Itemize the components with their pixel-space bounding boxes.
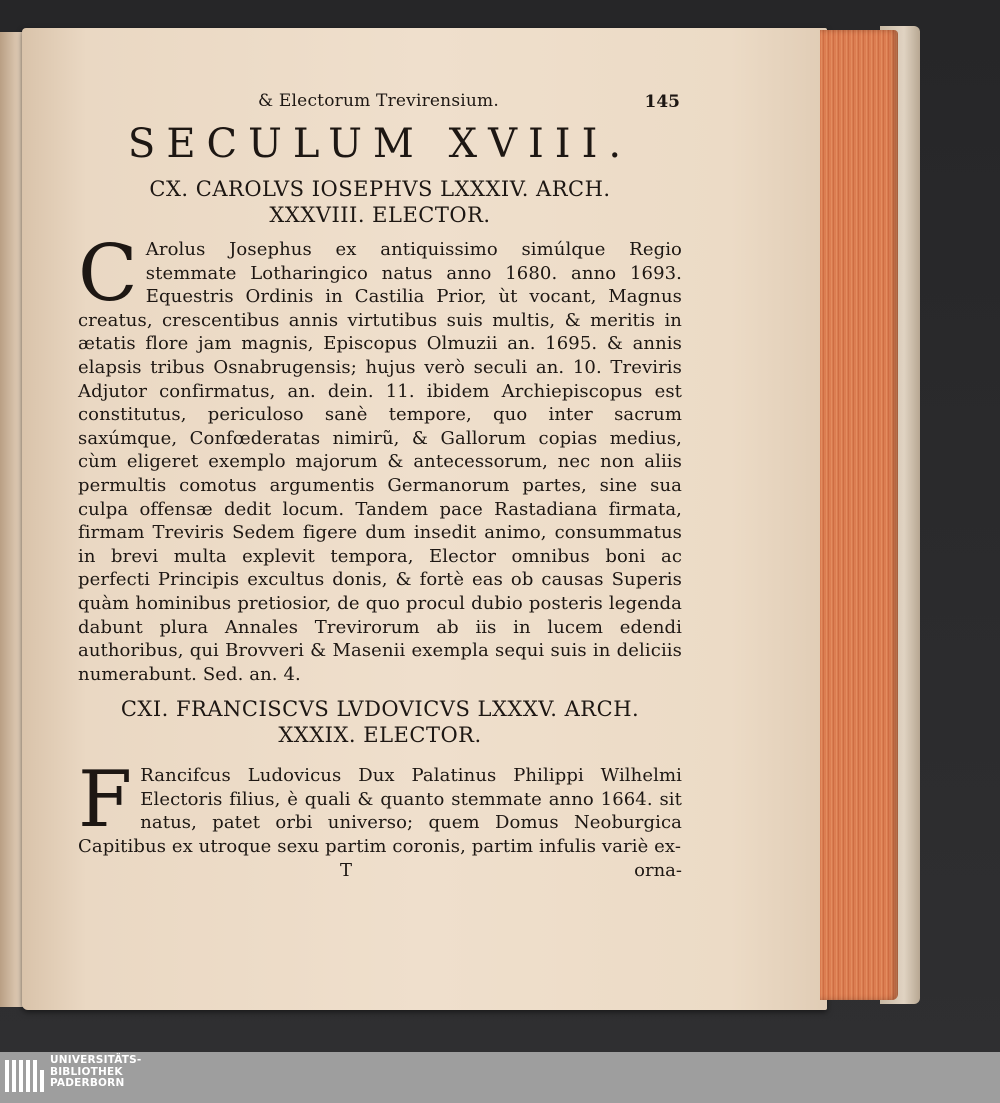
- entry-heading-line: CXI. FRANCISCVS LVDOVICVS LXXXV. ARCH.: [120, 697, 640, 722]
- running-title: & Electorum Trevirensium.: [258, 91, 499, 111]
- catchword: orna-: [634, 859, 682, 881]
- paragraph-text: Rancifcus Ludovicus Dux Palatinus Philippi Wilhelmi Electoris filius, è quali & quanto stemmate anno 1664. sit natus, patet orbi universo; quem Domus Neoburgica Capitibus ex utroque sexu partim coronis, partim infulis variè ex-: [78, 765, 682, 858]
- logo-line: PADERBORN: [50, 1077, 125, 1089]
- library-logo-text: [50, 1055, 141, 1090]
- signature-mark: T: [340, 859, 353, 881]
- drop-cap: F: [78, 755, 133, 846]
- page-text-block: [78, 88, 682, 883]
- entry-heading-line: XXXVIII. ELECTOR.: [269, 203, 491, 227]
- catchword-row: [78, 859, 682, 883]
- logo-line: BIBLIOTHEK: [50, 1065, 123, 1078]
- library-logo-icon: [5, 1058, 45, 1096]
- drop-cap: C: [78, 229, 138, 319]
- entry-heading-franciscus: [78, 696, 682, 748]
- entry-paragraph-carolus: [78, 229, 682, 686]
- entry-paragraph-franciscus: [78, 755, 682, 858]
- footer-bar: [0, 1052, 1000, 1103]
- running-head: [78, 88, 682, 118]
- entry-heading-line: CX. CAROLVS IOSEPHVS LXXXIV. ARCH.: [149, 177, 611, 201]
- century-heading: SECULUM XVIII.: [127, 121, 633, 167]
- page-number: 145: [644, 92, 680, 112]
- red-page-edges: [820, 30, 898, 1000]
- entry-heading-carolus: [78, 176, 682, 228]
- logo-line: UNIVERSITÄTS-: [50, 1054, 142, 1066]
- paragraph-text: Arolus Josephus ex antiquissimo simúlque Regio stemmate Lotharingico natus anno 1680. anno 1693. Equestris Ordinis in Castilia Prior, ùt vocant, Magnus creatus, crescentibus annis virtutibus suis multis, & meritis in ætatis flore jam magnis, Episcopus Olmuzii an. 1695. & annis elapsis tribus Osnabrugensis; hujus verò seculi an. 10. Treviris Adjutor confirmatus, an. dein. 11. ibidem Archiepiscopus est constitutus, periculoso sanè tempore, quo inter sacrum saxúmque, Confœderatas nimirũ, & Gallorum copias medius, cùm eligeret exemplo majorum & antecessorum, nec non aliis permultis comotus argumentis Germanorum partes, sine sua culpa offensæ dedit locum. Tandem pace Rastadiana firmata, firmam Treviris Sedem figere dum insedit animo, consummatus in brevi multa explevit tempora, Elector omnibus boni ac perfecti Principis excultus donis, & fortè eas ob causas Superis quàm hominibus pretiosior, de quo procul dubio posteris legenda dabunt plura Annales Trevirorum ab iis in lucem edendi authoribus, qui Brovveri & Masenii exempla sequi suis in deliciis numerabunt. Sed. an. 4.: [78, 239, 682, 685]
- entry-heading-line: XXXIX. ELECTOR.: [278, 723, 482, 748]
